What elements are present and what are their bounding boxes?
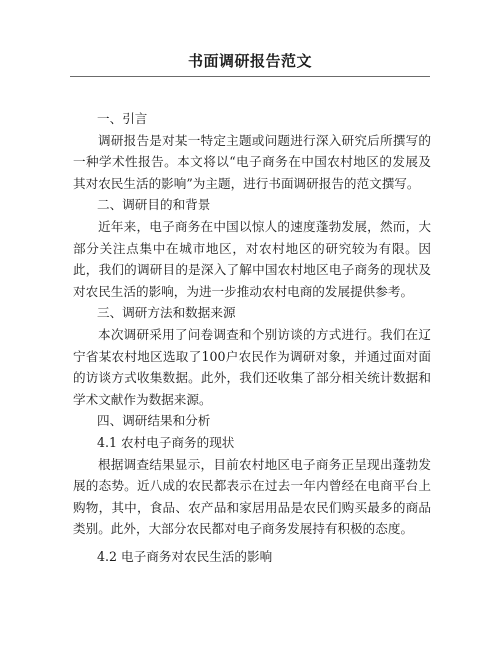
page-title: 书面调研报告范文 — [187, 52, 312, 70]
section-heading-results: 四、调研结果和分析 — [97, 413, 211, 429]
section-heading-method: 三、调研方法和数据来源 — [97, 305, 236, 321]
document-body — [73, 108, 431, 567]
paragraph-method: 本次调研采用了问卷调查和个别访谈的方式进行。我们在辽宁省某农村地区选取了100户农民作为调研对象，并通过面对面的访谈方式收集数据。此外，我们还收集了部分相关统计数据和学术文献作为数据来源。 — [73, 326, 431, 407]
subsection-heading-impact: 4.2 电子商务对农民生活的影响 — [97, 548, 273, 564]
paragraph-purpose: 近年来，电子商务在中国以惊人的速度蓬勃发展，然而，大部分关注点集中在城市地区，对农村地区的研究较为有限。因此，我们的调研目的是深入了解中国农村地区电子商务的现状及对农民生活的影响，为进一步推动农村电商的发展提供参考。 — [73, 218, 431, 299]
subsection-heading-status: 4.1 农村电子商务的现状 — [97, 434, 235, 450]
title-divider — [70, 76, 430, 77]
paragraph-introduction: 调研报告是对某一特定主题或问题进行深入研究后所撰写的一种学术性报告。本文将以“电子商务在中国农村地区的发展及其对农民生活的影响”为主题，进行书面调研报告的范文撰写。 — [73, 132, 431, 191]
section-heading-purpose: 二、调研目的和背景 — [97, 197, 211, 213]
paragraph-status: 根据调查结果显示，目前农村地区电子商务正呈现出蓬勃发展的态势。近八成的农民都表示在过去一年内曾经在电商平台上购物，其中，食品、农产品和家居用品是农民们购买最多的商品类别。此外，大部分农民都对电子商务发展持有积极的态度。 — [73, 456, 431, 537]
section-heading-introduction: 一、引言 — [97, 111, 148, 126]
